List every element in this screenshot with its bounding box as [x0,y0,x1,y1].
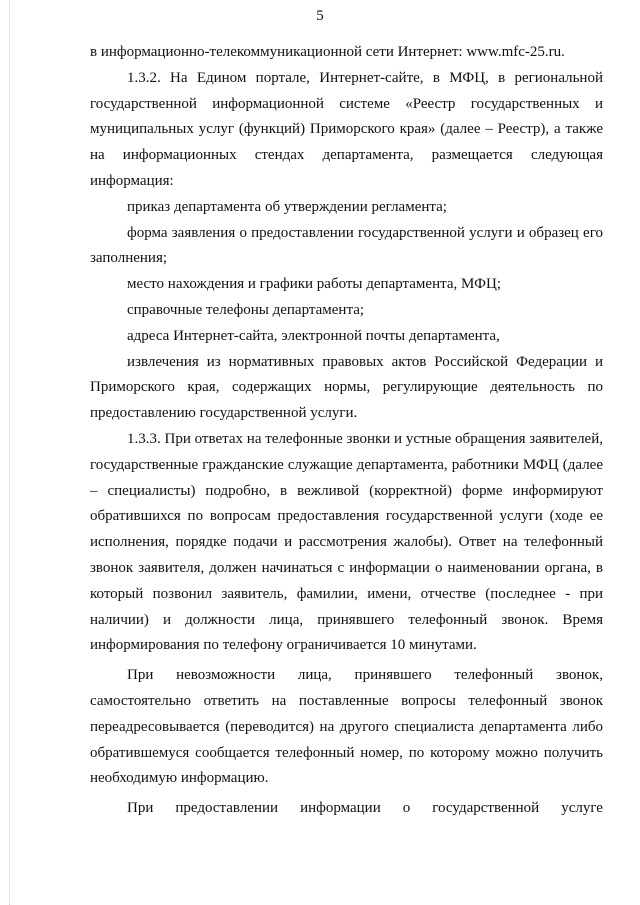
word: государственной [432,800,540,817]
paragraph-redirect: При невозможности лица, принявшего телефонный звонок, самостоятельно ответить на поставленные вопросы телефонный звонок переадресовывается (переводится) на другого специалиста департамента либо обратившемуся сообщается телефонный номер, по которому можно получить необходимую информацию. [90,667,603,787]
list-item-order: приказ департамента об утверждении регламента; [127,198,447,215]
paragraph-last-line [90,796,603,822]
list-item-location-schedule: место нахождения и графики работы департамента, МФЦ; [127,276,501,293]
page-number: 5 [316,8,324,24]
word: информации [300,800,381,817]
paragraph-internet-address: в информационно-телекоммуникационной сети Интернет: www.mfc-25.ru. [90,44,565,60]
list-item-phones: справочные телефоны департамента; [127,301,365,318]
word: предоставлении [175,800,279,817]
word: услуге [561,800,603,817]
word: При [127,800,154,817]
paragraph-1-3-3: 1.3.3. При ответах на телефонные звонки и устные обращения заявителей, государственные гражданские служащие департамента, работники МФЦ (далее – специалисты) подробно, в вежливой (корректной) форме информируют обратившихся по вопросам предоставления государственной услуги (ходе ее исполнения, порядке подачи и рассмотрения жалобы). Ответ на телефонный звонок заявителя, должен начинаться с информации о наименовании органа, в который позвонил заявитель, фамилии, имени, отчестве (последнее - при наличии) и должности лица, принявшего телефонный звонок. Время информирования по телефону ограничивается 10 минутами. [90,430,603,654]
list-item-addresses: адреса Интернет-сайта, электронной почты департамента, [127,327,500,344]
list-item-application-form: форма заявления о предоставлении государственной услуги и образец его заполнения; [90,224,603,267]
scan-edge-line [9,0,10,905]
word: о [402,800,411,817]
list-item-legal-extracts: извлечения из нормативных правовых актов Российской Федерации и Приморского края, содержащих нормы, регулирующие деятельность по предоставлению государственной услуги. [90,353,603,422]
document-body [90,40,603,822]
paragraph-1-3-2: 1.3.2. На Едином портале, Интернет-сайте, в МФЦ, в региональной государственной информационной системе «Реестр государственных и муниципальных услуг (функций) Приморского края» (далее – Реестр), а также на информационных стендах департамента, размещается следующая информация: [90,69,603,189]
